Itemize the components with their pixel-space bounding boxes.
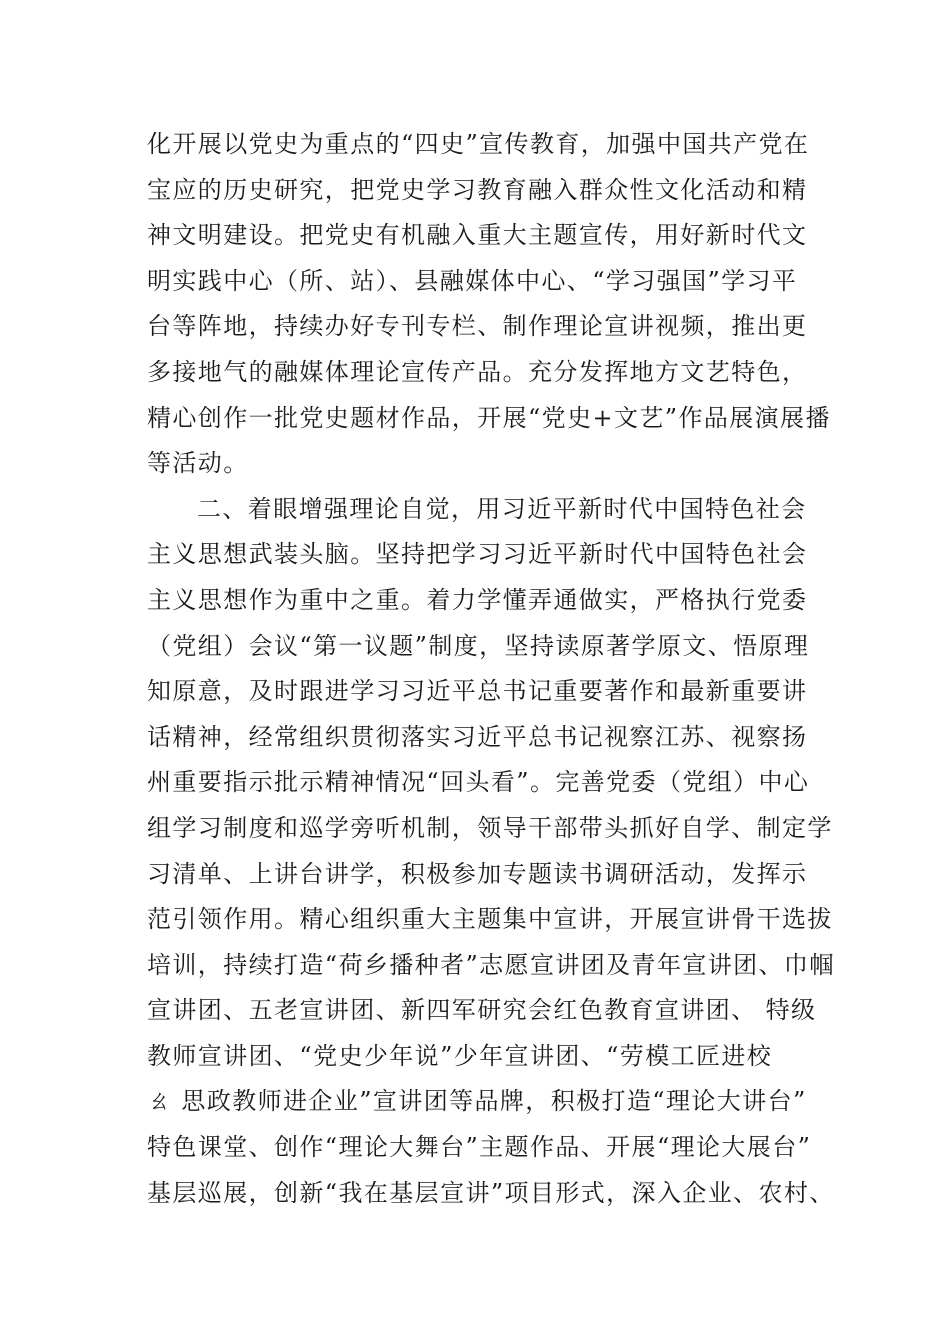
body-text <box>147 122 835 1216</box>
text-line: 基层巡展，创新“我在基层宣讲”项目形式，深入企业、农村、 <box>147 1178 835 1207</box>
text-line: 主义思想武装头脑。坚持把学习习近平新时代中国特色社会 <box>147 540 808 569</box>
text-line: 知原意，及时跟进学习习近平总书记重要著作和最新重要讲 <box>147 677 808 706</box>
text-line: 话精神，经常组织贯彻落实习近平总书记视察江苏、视察扬 <box>147 722 808 751</box>
text-line: 特色课堂、创作“理论大舞台”主题作品、开展“理论大展台” <box>147 1133 812 1162</box>
text-line: 组学习制度和巡学旁听机制，领导干部带头抓好自学、制定学 <box>147 813 833 842</box>
text-line: 等活动。 <box>147 449 249 478</box>
text-line: 主义思想作为重中之重。着力学懂弄通做实，严格执行党委 <box>147 585 808 614</box>
text-line: 教师宣讲团、“党史少年说”少年宣讲团、“劳模工匠进校 <box>147 1041 773 1070</box>
text-line: 培训，持续打造“荷乡播种者”志愿宣讲团及青年宣讲团、巾帼 <box>147 950 835 979</box>
text-line: 神文明建设。把党史有机融入重大主题宣传，用好新时代文 <box>147 221 808 250</box>
text-line: 州重要指示批示精神情况“回头看”。完善党委（党组）中心 <box>147 768 810 797</box>
text-line: 台等阵地，持续办好专刊专栏、制作理论宣讲视频，推出更 <box>147 312 808 341</box>
text-line: （党组）会议“第一议题”制度，坚持读原著学原文、悟原理 <box>147 631 810 660</box>
text-line: 宝应的历史研究，把党史学习教育融入群众性文化活动和精 <box>147 175 808 204</box>
text-line: 范引领作用。精心组织重大主题集中宣讲，开展宣讲骨干选拔 <box>147 905 833 934</box>
section-heading-line: 二、着眼增强理论自觉，用习近平新时代中国特色社会 <box>197 494 807 523</box>
text-line: 精心创作一批党史题材作品，开展“党史+文艺”作品展演展播 <box>147 403 831 432</box>
text-line: 多接地气的融媒体理论宣传产品。充分发挥地方文艺特色， <box>147 357 808 386</box>
text-line: 明实践中心（所、站）、县融媒体中心、“学习强国”学习平 <box>147 266 798 295</box>
text-line: 习清单、上讲台讲学，积极参加专题读书调研活动，发挥示 <box>147 859 808 888</box>
text-line: ㄠ 思政教师进企业”宣讲团等品牌，积极打造“理论大讲台” <box>147 1087 807 1116</box>
text-line: 宣讲团、五老宣讲团、新四军研究会红色教育宣讲团、 特级 <box>147 996 817 1025</box>
text-line: 化开展以党史为重点的“四史”宣传教育，加强中国共产党在 <box>147 130 810 158</box>
